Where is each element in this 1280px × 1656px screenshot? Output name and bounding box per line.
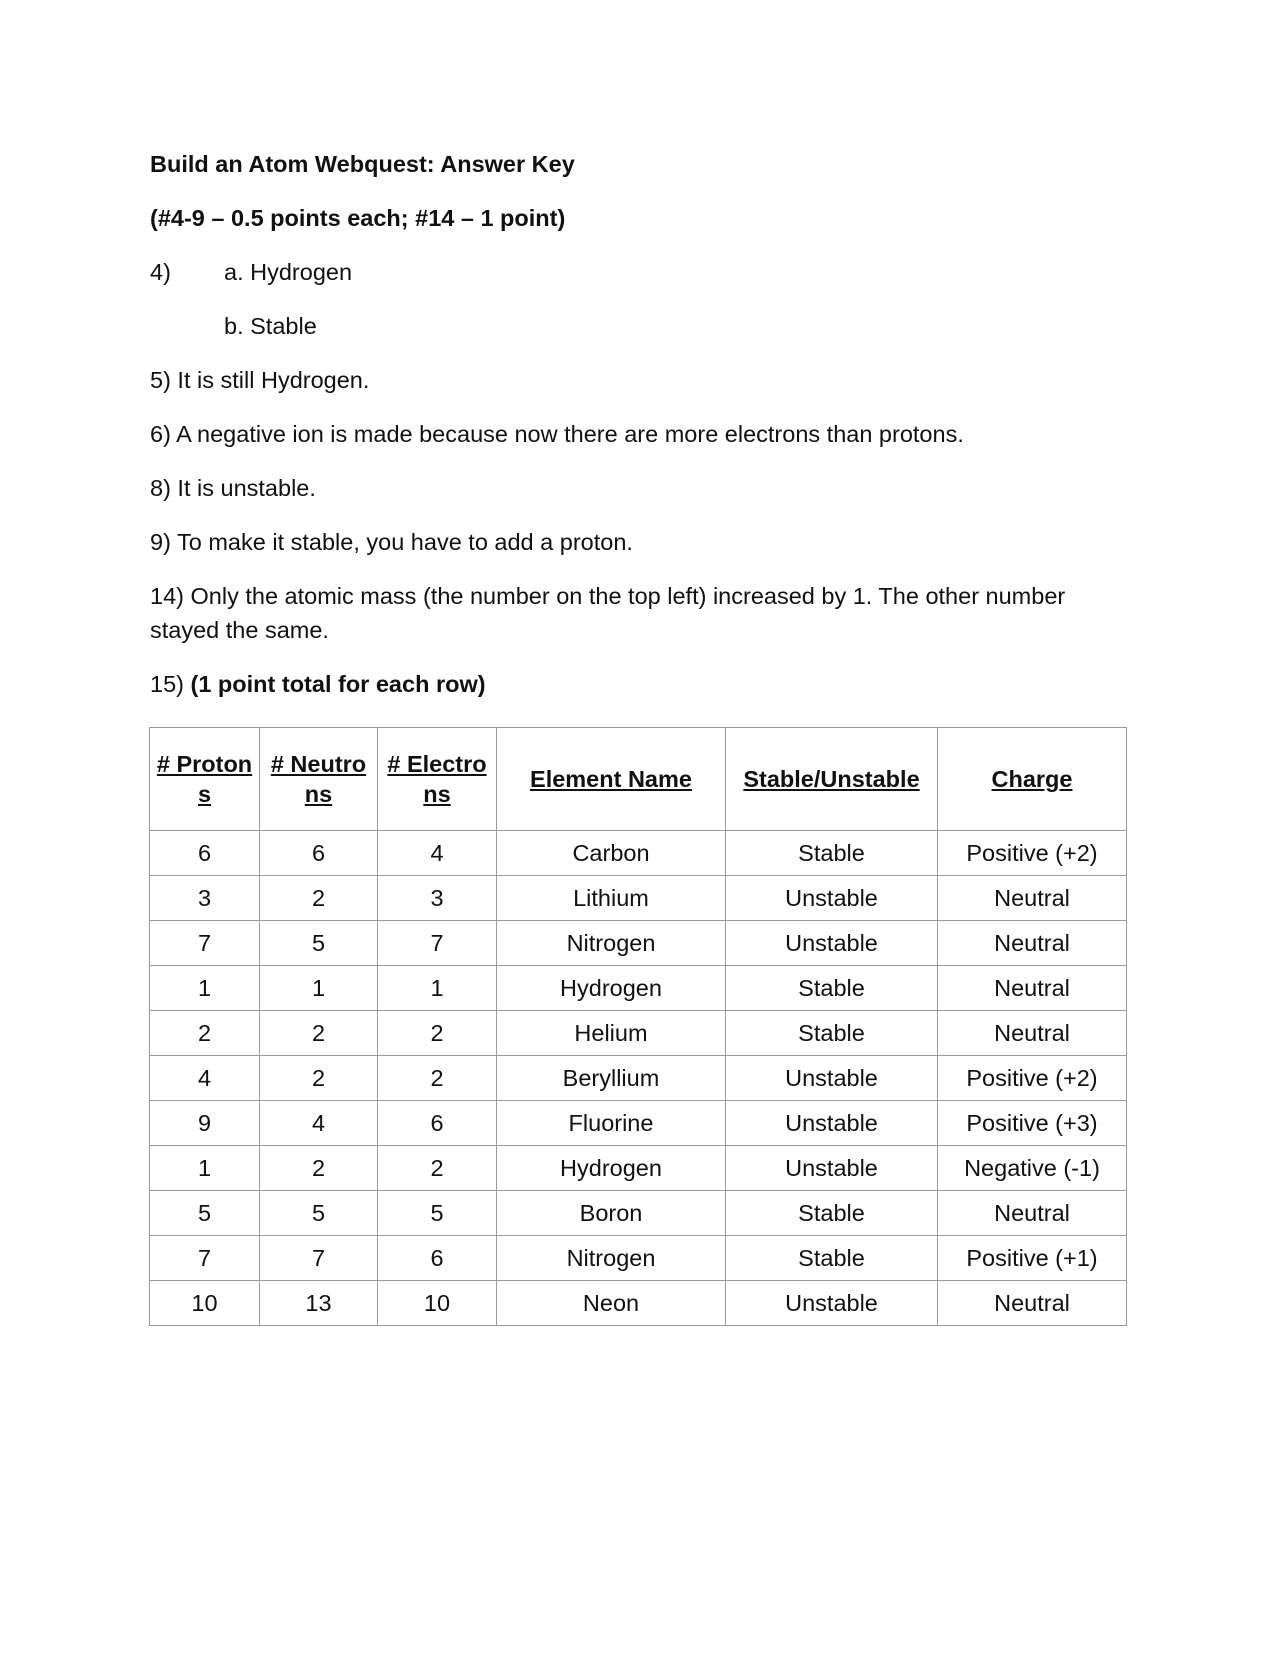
cell-element: Helium: [497, 1011, 726, 1056]
cell-stability: Stable: [726, 1191, 938, 1236]
cell-protons: 7: [150, 921, 260, 966]
question-4-number: 4): [150, 259, 171, 285]
cell-protons: 7: [150, 1236, 260, 1281]
cell-protons: 1: [150, 966, 260, 1011]
table-row: [150, 1101, 1127, 1146]
table-header-row: [150, 728, 1127, 831]
cell-stability: Unstable: [726, 921, 938, 966]
table-row: [150, 1011, 1127, 1056]
cell-charge: Negative (-1): [938, 1146, 1127, 1191]
cell-element: Nitrogen: [497, 921, 726, 966]
cell-electrons: 10: [378, 1281, 497, 1326]
cell-electrons: 6: [378, 1101, 497, 1146]
header-electrons: # Electrons: [378, 728, 497, 831]
points-note: (#4-9 – 0.5 points each; #14 – 1 point): [150, 205, 566, 231]
question-14-answer: 14) Only the atomic mass (the number on the top left) increased by 1. The other number stayed the same.: [150, 583, 1066, 643]
cell-charge: Positive (+3): [938, 1101, 1127, 1146]
cell-neutrons: 2: [260, 1056, 378, 1101]
cell-stability: Unstable: [726, 1101, 938, 1146]
cell-protons: 4: [150, 1056, 260, 1101]
table-row: [150, 831, 1127, 876]
cell-neutrons: 5: [260, 1191, 378, 1236]
header-stability: Stable/Unstable: [726, 728, 938, 831]
cell-protons: 2: [150, 1011, 260, 1056]
table-row: [150, 1236, 1127, 1281]
question-5-answer: 5) It is still Hydrogen.: [150, 367, 370, 393]
cell-electrons: 2: [378, 1011, 497, 1056]
cell-protons: 6: [150, 831, 260, 876]
cell-neutrons: 1: [260, 966, 378, 1011]
cell-element: Boron: [497, 1191, 726, 1236]
table-row: [150, 921, 1127, 966]
question-15-number: 15): [150, 671, 184, 697]
question-15: [150, 667, 486, 701]
cell-stability: Stable: [726, 966, 938, 1011]
cell-stability: Stable: [726, 1236, 938, 1281]
cell-neutrons: 5: [260, 921, 378, 966]
cell-charge: Positive (+2): [938, 831, 1127, 876]
question-6-answer: 6) A negative ion is made because now there are more electrons than protons.: [150, 421, 964, 447]
table-row: [150, 1056, 1127, 1101]
cell-neutrons: 2: [260, 876, 378, 921]
cell-neutrons: 13: [260, 1281, 378, 1326]
cell-neutrons: 2: [260, 1146, 378, 1191]
table-row: [150, 966, 1127, 1011]
cell-protons: 5: [150, 1191, 260, 1236]
cell-protons: 10: [150, 1281, 260, 1326]
cell-neutrons: 6: [260, 831, 378, 876]
cell-stability: Stable: [726, 1011, 938, 1056]
table-row: [150, 1281, 1127, 1326]
cell-electrons: 3: [378, 876, 497, 921]
question-4: [150, 255, 352, 289]
cell-stability: Unstable: [726, 1281, 938, 1326]
header-protons: # Protons: [150, 728, 260, 831]
cell-charge: Neutral: [938, 966, 1127, 1011]
cell-charge: Neutral: [938, 1281, 1127, 1326]
document-title: Build an Atom Webquest: Answer Key: [150, 151, 575, 177]
cell-element: Nitrogen: [497, 1236, 726, 1281]
cell-neutrons: 2: [260, 1011, 378, 1056]
cell-stability: Unstable: [726, 876, 938, 921]
cell-charge: Neutral: [938, 921, 1127, 966]
cell-protons: 3: [150, 876, 260, 921]
question-4-answer-b: b. Stable: [224, 313, 317, 339]
cell-charge: Positive (+1): [938, 1236, 1127, 1281]
question-8-answer: 8) It is unstable.: [150, 475, 316, 501]
cell-stability: Unstable: [726, 1146, 938, 1191]
question-15-note: (1 point total for each row): [190, 671, 486, 697]
cell-electrons: 7: [378, 921, 497, 966]
header-element-name: Element Name: [497, 728, 726, 831]
cell-element: Beryllium: [497, 1056, 726, 1101]
cell-electrons: 2: [378, 1056, 497, 1101]
cell-electrons: 2: [378, 1146, 497, 1191]
cell-stability: Stable: [726, 831, 938, 876]
cell-electrons: 5: [378, 1191, 497, 1236]
cell-element: Lithium: [497, 876, 726, 921]
cell-electrons: 6: [378, 1236, 497, 1281]
header-charge: Charge: [938, 728, 1127, 831]
question-9-answer: 9) To make it stable, you have to add a proton.: [150, 529, 633, 555]
cell-element: Hydrogen: [497, 966, 726, 1011]
question-4-answer-a: a. Hydrogen: [224, 259, 353, 285]
cell-neutrons: 4: [260, 1101, 378, 1146]
cell-charge: Positive (+2): [938, 1056, 1127, 1101]
atom-answers-table: [149, 727, 1127, 1326]
cell-charge: Neutral: [938, 1011, 1127, 1056]
cell-element: Hydrogen: [497, 1146, 726, 1191]
cell-charge: Neutral: [938, 1191, 1127, 1236]
header-neutrons: # Neutrons: [260, 728, 378, 831]
cell-element: Carbon: [497, 831, 726, 876]
table-row: [150, 876, 1127, 921]
cell-element: Fluorine: [497, 1101, 726, 1146]
cell-charge: Neutral: [938, 876, 1127, 921]
cell-electrons: 4: [378, 831, 497, 876]
cell-stability: Unstable: [726, 1056, 938, 1101]
cell-neutrons: 7: [260, 1236, 378, 1281]
cell-electrons: 1: [378, 966, 497, 1011]
table-row: [150, 1191, 1127, 1236]
table-row: [150, 1146, 1127, 1191]
cell-element: Neon: [497, 1281, 726, 1326]
cell-protons: 9: [150, 1101, 260, 1146]
cell-protons: 1: [150, 1146, 260, 1191]
